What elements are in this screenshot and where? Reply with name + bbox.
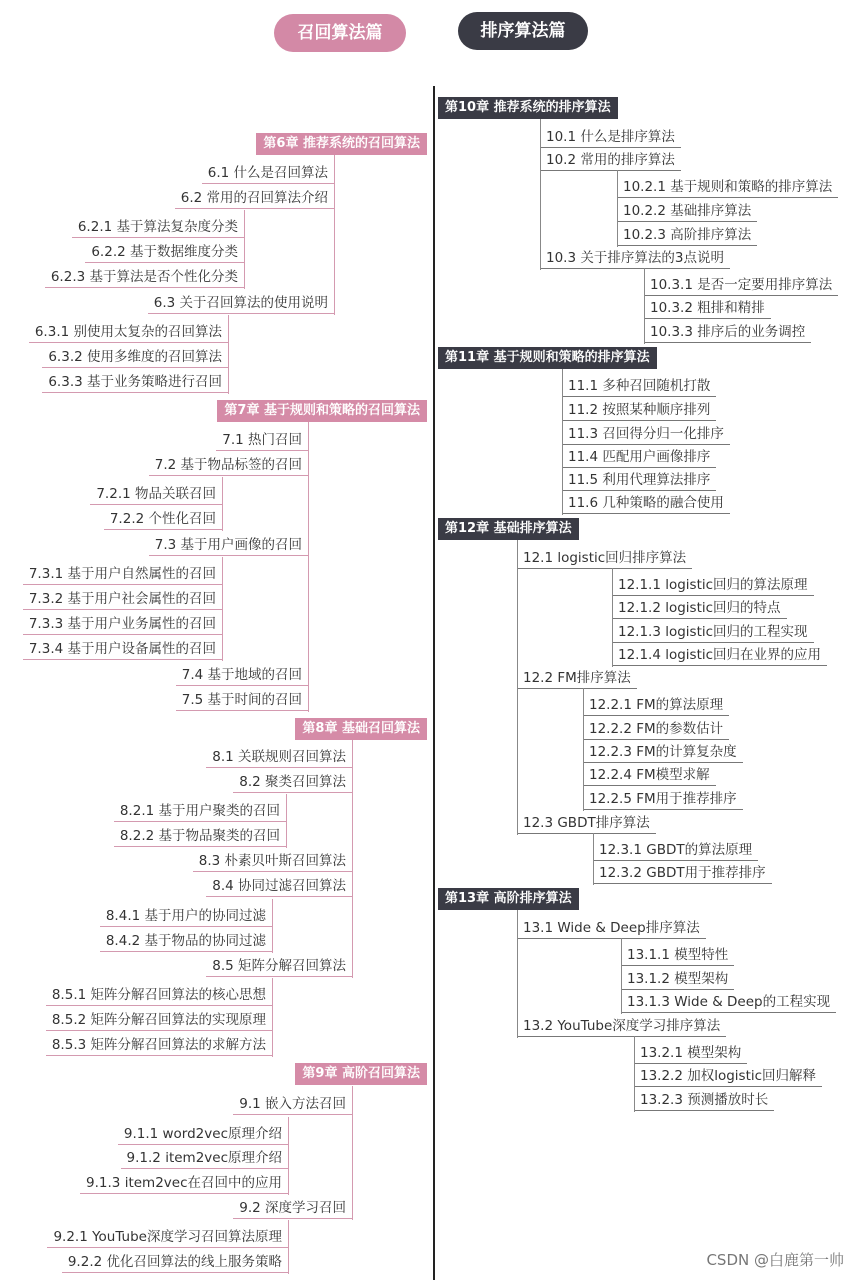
mindmap-spine — [433, 86, 435, 1280]
topic-node: 6.3 关于召回算法的使用说明 — [148, 293, 334, 314]
topic-node: 8.5 矩阵分解召回算法 — [206, 956, 352, 977]
connector-line — [583, 688, 584, 811]
topic-node: 11.3 召回得分归一化排序 — [562, 424, 730, 445]
topic-node: 12.1.3 logistic回归的工程实现 — [612, 622, 814, 643]
topic-node: 8.5.1 矩阵分解召回算法的核心思想 — [46, 985, 272, 1006]
connector-line — [517, 540, 518, 835]
connector-line — [334, 155, 335, 315]
connector-line — [244, 210, 245, 289]
recall-section-header: 召回算法篇 — [274, 14, 406, 52]
chapter-node: 第13章 高阶排序算法 — [438, 888, 579, 910]
topic-node: 8.5.3 矩阵分解召回算法的求解方法 — [46, 1035, 272, 1056]
topic-node: 12.2 FM排序算法 — [517, 668, 637, 689]
topic-node: 12.2.4 FM模型求解 — [583, 765, 716, 786]
topic-node: 8.4.2 基于物品的协同过滤 — [100, 931, 272, 952]
chapter-node: 第6章 推荐系统的召回算法 — [256, 133, 427, 155]
topic-node: 10.2.1 基于规则和策略的排序算法 — [617, 177, 838, 198]
topic-node: 13.2.1 模型架构 — [634, 1043, 747, 1064]
topic-node: 7.3 基于用户画像的召回 — [149, 535, 308, 556]
topic-node: 6.3.3 基于业务策略进行召回 — [42, 372, 228, 393]
topic-node: 12.2.3 FM的计算复杂度 — [583, 742, 743, 763]
connector-line — [272, 899, 273, 953]
topic-node: 8.5.2 矩阵分解召回算法的实现原理 — [46, 1010, 272, 1031]
topic-node: 10.2.2 基础排序算法 — [617, 201, 757, 222]
topic-node: 8.4.1 基于用户的协同过滤 — [100, 906, 272, 927]
topic-node: 10.3.3 排序后的业务调控 — [644, 322, 811, 343]
topic-node: 10.2 常用的排序算法 — [540, 150, 681, 171]
topic-node: 12.2.1 FM的算法原理 — [583, 695, 729, 716]
chapter-node: 第12章 基础排序算法 — [438, 518, 579, 540]
topic-node: 12.2.5 FM用于推荐排序 — [583, 789, 743, 810]
topic-node: 6.2.3 基于算法是否个性化分类 — [45, 267, 244, 288]
connector-line — [352, 740, 353, 978]
topic-node: 7.4 基于地域的召回 — [176, 665, 308, 686]
topic-node: 6.3.1 别使用太复杂的召回算法 — [29, 322, 228, 343]
chapter-node: 第10章 推荐系统的排序算法 — [438, 97, 618, 119]
topic-node: 10.1 什么是排序算法 — [540, 127, 681, 148]
topic-node: 9.2.2 优化召回算法的线上服务策略 — [62, 1252, 288, 1273]
connector-line — [352, 1086, 353, 1220]
topic-node: 7.3.4 基于用户设备属性的召回 — [23, 639, 222, 660]
chapter-node: 第11章 基于规则和策略的排序算法 — [438, 347, 657, 369]
topic-node: 8.2.2 基于物品聚类的召回 — [114, 826, 286, 847]
topic-node: 8.3 朴素贝叶斯召回算法 — [193, 851, 352, 872]
topic-node: 6.1 什么是召回算法 — [202, 163, 334, 184]
topic-node: 12.1 logistic回归排序算法 — [517, 548, 692, 569]
topic-node: 8.2.1 基于用户聚类的召回 — [114, 801, 286, 822]
topic-node: 7.2.2 个性化召回 — [104, 509, 222, 530]
topic-node: 7.1 热门召回 — [216, 430, 308, 451]
topic-node: 13.1.1 模型特性 — [621, 945, 734, 966]
topic-node: 9.1 嵌入方法召回 — [233, 1094, 352, 1115]
topic-node: 8.2 聚类召回算法 — [233, 772, 352, 793]
topic-node: 10.2.3 高阶排序算法 — [617, 225, 757, 246]
topic-node: 7.3.2 基于用户社会属性的召回 — [23, 589, 222, 610]
topic-node: 11.6 几种策略的融合使用 — [562, 493, 730, 514]
topic-node: 13.1.3 Wide & Deep的工程实现 — [621, 992, 836, 1013]
topic-node: 9.1.3 item2vec在召回中的应用 — [80, 1173, 288, 1194]
connector-line — [634, 1036, 635, 1112]
topic-node: 6.2 常用的召回算法介绍 — [175, 188, 334, 209]
connector-line — [562, 369, 563, 515]
topic-node: 12.2.2 FM的参数估计 — [583, 719, 729, 740]
connector-line — [288, 1220, 289, 1274]
topic-node: 11.1 多种召回随机打散 — [562, 376, 716, 397]
topic-node: 12.3.2 GBDT用于推荐排序 — [593, 863, 772, 884]
connector-line — [612, 568, 613, 667]
topic-node: 8.1 关联规则召回算法 — [206, 747, 352, 768]
connector-line — [644, 268, 645, 344]
connector-line — [228, 315, 229, 394]
connector-line — [288, 1117, 289, 1195]
topic-node: 6.2.2 基于数据维度分类 — [85, 242, 244, 263]
topic-node: 11.2 按照某种顺序排列 — [562, 400, 716, 421]
chapter-node: 第9章 高阶召回算法 — [295, 1063, 427, 1085]
topic-node: 9.1.2 item2vec原理介绍 — [121, 1148, 288, 1169]
chapter-node: 第8章 基础召回算法 — [295, 718, 427, 740]
topic-node: 6.2.1 基于算法复杂度分类 — [72, 217, 244, 238]
topic-node: 12.1.4 logistic回归在业界的应用 — [612, 645, 827, 666]
topic-node: 12.1.1 logistic回归的算法原理 — [612, 575, 814, 596]
topic-node: 8.4 协同过滤召回算法 — [206, 876, 352, 897]
topic-node: 9.1.1 word2vec原理介绍 — [118, 1124, 288, 1145]
connector-line — [272, 978, 273, 1057]
connector-line — [517, 910, 518, 1038]
topic-node: 13.1.2 模型架构 — [621, 969, 734, 990]
topic-node: 12.3 GBDT排序算法 — [517, 813, 656, 834]
connector-line — [222, 557, 223, 661]
topic-node: 7.2.1 物品关联召回 — [90, 484, 222, 505]
connector-line — [593, 833, 594, 885]
ranking-section-header: 排序算法篇 — [458, 12, 588, 50]
topic-node: 9.2 深度学习召回 — [233, 1198, 352, 1219]
topic-node: 13.2 YouTube深度学习排序算法 — [517, 1016, 726, 1037]
topic-node: 10.3.1 是否一定要用排序算法 — [644, 275, 838, 296]
chapter-node: 第7章 基于规则和策略的召回算法 — [217, 400, 427, 422]
connector-line — [540, 119, 541, 270]
connector-line — [286, 794, 287, 848]
topic-node: 7.3.3 基于用户业务属性的召回 — [23, 614, 222, 635]
topic-node: 11.5 利用代理算法排序 — [562, 470, 716, 491]
topic-node: 7.5 基于时间的召回 — [176, 690, 308, 711]
topic-node: 12.1.2 logistic回归的特点 — [612, 598, 787, 619]
topic-node: 13.2.3 预测播放时长 — [634, 1090, 774, 1111]
connector-line — [621, 938, 622, 1014]
topic-node: 7.2 基于物品标签的召回 — [149, 455, 308, 476]
topic-node: 10.3 关于排序算法的3点说明 — [540, 248, 730, 269]
topic-node: 13.1 Wide & Deep排序算法 — [517, 918, 706, 939]
topic-node: 6.3.2 使用多维度的召回算法 — [42, 347, 228, 368]
topic-node: 12.3.1 GBDT的算法原理 — [593, 840, 758, 861]
connector-line — [617, 170, 618, 247]
connector-line — [308, 422, 309, 712]
connector-line — [222, 477, 223, 531]
topic-node: 11.4 匹配用户画像排序 — [562, 447, 716, 468]
watermark: CSDN @白鹿第一帅 — [706, 1251, 844, 1269]
topic-node: 7.3.1 基于用户自然属性的召回 — [23, 564, 222, 585]
topic-node: 13.2.2 加权logistic回归解释 — [634, 1066, 822, 1087]
topic-node: 9.2.1 YouTube深度学习召回算法原理 — [47, 1227, 288, 1248]
topic-node: 10.3.2 粗排和精排 — [644, 298, 771, 319]
